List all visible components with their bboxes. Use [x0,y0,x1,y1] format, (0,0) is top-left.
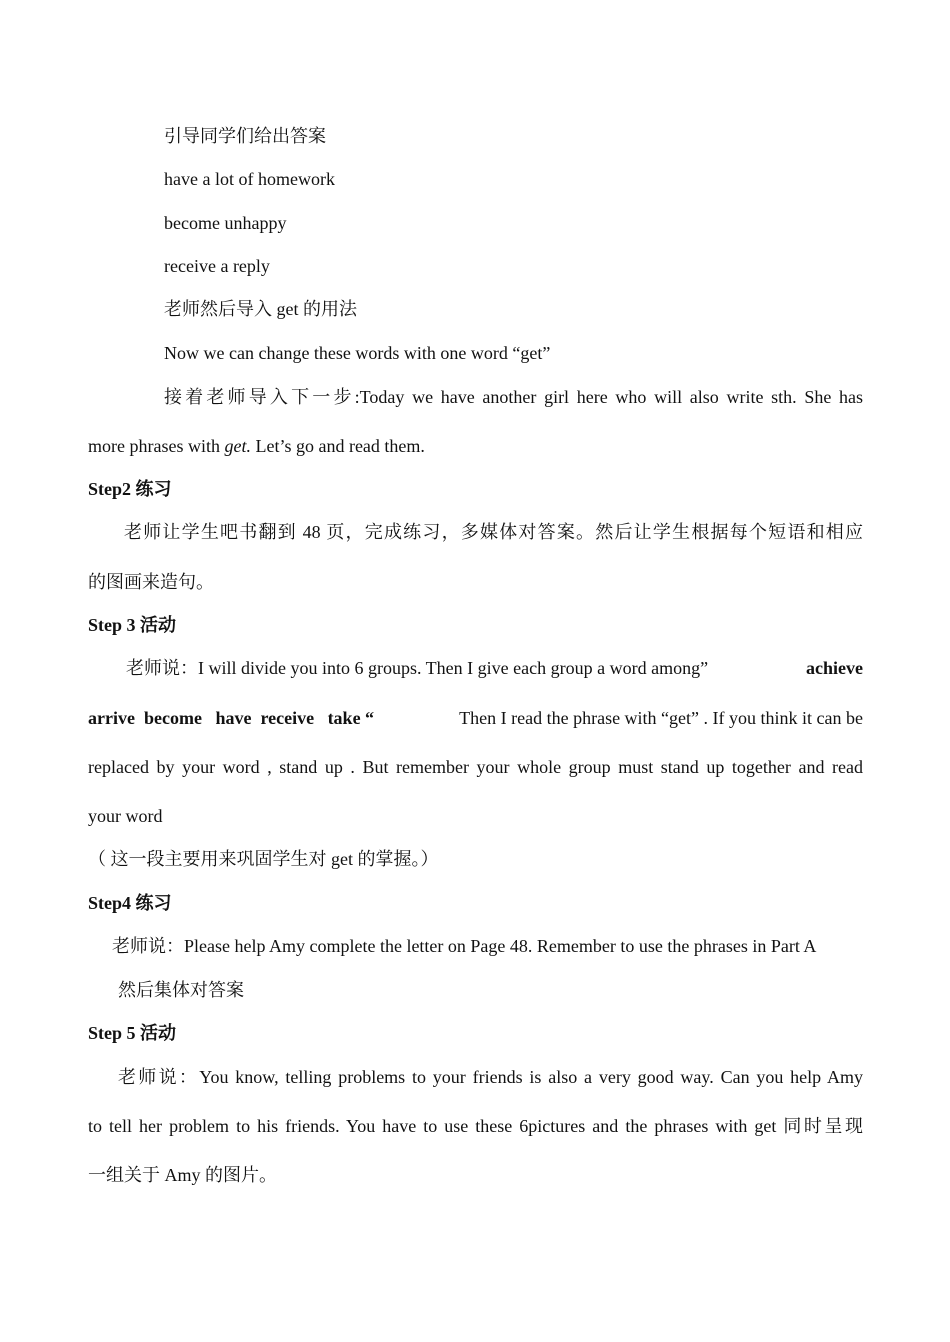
text-line: 引导同学们给出答案 [164,126,326,146]
bold-span: arrive become have receive take “ [88,708,375,728]
text-line: become unhappy [164,213,287,233]
italic-span: get. [224,436,251,456]
text-line: receive a reply [164,256,270,276]
text-line: 的图画来造句。 [88,572,214,592]
text-line: 然后集体对答案 [118,980,244,1000]
text-line [126,656,863,680]
step2-heading: Step2 练习 [88,479,172,499]
text-line: 老师说：Please help Amy complete the letter on Page 48. Remember to use the phrases in Part A [112,936,817,956]
text-line: to tell her problem to his friends. You have to use these 6pictures and the phrases with get 同时呈现 [88,1116,863,1136]
text-line: your word [88,806,163,826]
step5-heading: Step 5 活动 [88,1023,177,1043]
text-span: more phrases with [88,436,225,456]
bold-span: achieve [806,658,863,678]
text-line: 老师让学生吧书翻到 48 页，完成练习，多媒体对答案。然后让学生根据每个短语和相应 [124,522,863,542]
text-line: 接着老师导入下一步:Today we have another girl here who will also write sth. She has [164,387,863,407]
step3-heading: Step 3 活动 [88,615,177,635]
text-line: 老师然后导入 get 的用法 [164,299,357,319]
text-line: have a lot of homework [164,169,335,189]
text-line [88,706,863,730]
text-span: Then I read the phrase with “get” . If you think it can be [459,708,863,728]
text-line: replaced by your word , stand up . But remember your whole group must stand up together and read [88,757,863,777]
text-line: 一组关于 Amy 的图片。 [88,1165,277,1185]
text-line: 老师说：You know, telling problems to your friends is also a very good way. Can you help Amy [118,1067,863,1087]
text-span: 老师说：I will divide you into 6 groups. Then I give each group a word among” [126,658,709,678]
step4-heading: Step4 练习 [88,893,172,913]
note-line: （ 这一段主要用来巩固学生对 get 的掌握。） [88,849,439,869]
text-line [88,434,425,458]
text-span: Let’s go and read them. [250,436,425,456]
text-line: Now we can change these words with one word “get” [164,343,551,363]
